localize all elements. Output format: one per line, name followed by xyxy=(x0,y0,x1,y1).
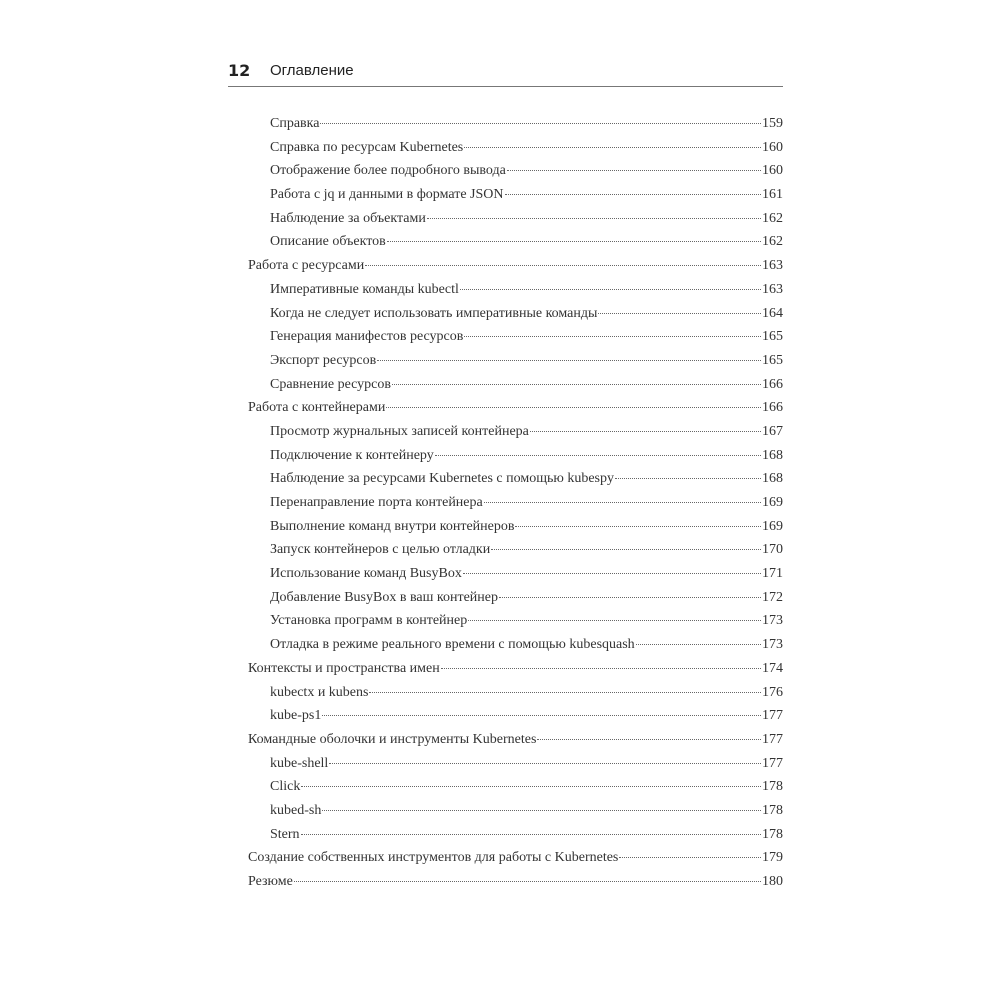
toc-entry-label: Императивные команды kubectl xyxy=(270,281,459,297)
toc-entry-label: Выполнение команд внутри контейнеров xyxy=(270,518,515,534)
page-number: 12 xyxy=(228,61,251,80)
toc-entry-label: Установка программ в контейнер xyxy=(270,613,468,629)
toc-entry xyxy=(248,211,783,235)
toc-entry-page: 166 xyxy=(762,400,783,416)
dot-leader xyxy=(386,407,761,408)
toc-entry-page: 178 xyxy=(762,802,783,818)
dot-leader xyxy=(365,265,761,266)
toc-entry-label: Справка по ресурсам Kubernetes xyxy=(270,139,464,155)
dot-leader xyxy=(301,834,761,835)
dot-leader xyxy=(491,549,761,550)
toc-entry xyxy=(248,448,783,472)
toc-entry-page: 178 xyxy=(762,826,783,842)
toc-entry-label: Подключение к контейнеру xyxy=(270,447,434,463)
toc-entry-page: 161 xyxy=(762,187,783,203)
dot-leader xyxy=(515,526,761,527)
dot-leader xyxy=(598,313,761,314)
toc-entry-page: 159 xyxy=(762,116,783,131)
toc-entry xyxy=(248,116,783,140)
toc-entry xyxy=(248,827,783,851)
dot-leader xyxy=(537,739,761,740)
toc-entry xyxy=(248,708,783,732)
toc-entry-page: 162 xyxy=(762,234,783,250)
toc-entry xyxy=(248,566,783,590)
toc-entry xyxy=(248,495,783,519)
toc-entry-label: Click xyxy=(270,779,301,795)
toc-entry-page: 178 xyxy=(762,779,783,795)
toc-entry-label: Перенаправление порта контейнера xyxy=(270,495,483,510)
toc-entry xyxy=(248,519,783,543)
dot-leader xyxy=(619,857,761,858)
dot-leader xyxy=(329,763,761,764)
dot-leader xyxy=(387,241,761,242)
toc-entry xyxy=(248,140,783,164)
toc-entry-page: 177 xyxy=(762,731,783,747)
toc-entry-label: Работа с jq и данными в формате JSON xyxy=(270,187,504,203)
dot-leader xyxy=(615,478,761,479)
dot-leader xyxy=(636,644,761,645)
toc-entry xyxy=(248,850,783,874)
dot-leader xyxy=(392,384,761,385)
toc-entry-page: 165 xyxy=(762,352,783,368)
toc-entry xyxy=(248,613,783,637)
dot-leader xyxy=(499,597,761,598)
dot-leader xyxy=(484,502,761,503)
dot-leader xyxy=(460,289,761,290)
dot-leader xyxy=(322,715,761,716)
toc-entry xyxy=(248,732,783,756)
toc-entry xyxy=(248,637,783,661)
toc-entry xyxy=(248,400,783,424)
toc-entry xyxy=(248,282,783,306)
dot-leader xyxy=(435,455,761,456)
toc-entry xyxy=(248,353,783,377)
toc-entry-label: Резюме xyxy=(248,874,293,889)
toc-entry-page: 171 xyxy=(762,566,783,582)
dot-leader xyxy=(377,360,761,361)
toc-entry-page: 170 xyxy=(762,542,783,558)
toc-entry xyxy=(248,542,783,566)
toc-entry-label: Наблюдение за ресурсами Kubernetes с помощью kubespy xyxy=(270,471,614,487)
toc-entry-page: 166 xyxy=(762,376,783,392)
toc-entry xyxy=(248,187,783,211)
dot-leader xyxy=(320,123,761,124)
toc-entry-page: 168 xyxy=(762,447,783,463)
toc-entry-page: 167 xyxy=(762,423,783,439)
toc-entry-label: Экспорт ресурсов xyxy=(270,352,377,368)
toc-entry xyxy=(248,779,783,803)
toc-entry xyxy=(248,329,783,353)
dot-leader xyxy=(301,786,761,787)
toc-entry xyxy=(248,258,783,282)
toc-entry xyxy=(248,756,783,780)
toc-entry-label: Контексты и пространства имен xyxy=(248,660,440,676)
toc-entry-page: 163 xyxy=(762,281,783,297)
toc-entry-label: Сравнение ресурсов xyxy=(270,376,391,392)
dot-leader xyxy=(441,668,761,669)
toc-entry-page: 164 xyxy=(762,305,783,321)
dot-leader xyxy=(530,431,761,432)
toc-entry-page: 168 xyxy=(762,471,783,487)
toc-entry-page: 177 xyxy=(762,755,783,771)
dot-leader xyxy=(464,336,761,337)
toc-entry xyxy=(248,234,783,258)
running-header xyxy=(228,58,783,87)
dot-leader xyxy=(294,881,761,882)
toc-entry-page: 173 xyxy=(762,637,783,653)
toc-entry-page: 160 xyxy=(762,139,783,155)
toc-entry xyxy=(248,803,783,827)
toc-entry-page: 160 xyxy=(762,163,783,179)
toc-entry xyxy=(248,163,783,187)
toc-entry xyxy=(248,874,783,898)
toc-entry-page: 172 xyxy=(762,589,783,605)
toc-entry-label: kube-ps1 xyxy=(270,708,322,724)
dot-leader xyxy=(507,170,761,171)
toc-entry-label: Описание объектов xyxy=(270,234,386,250)
toc-entry-label: Отображение более подробного вывода xyxy=(270,163,506,179)
running-title: Оглавление xyxy=(270,62,354,79)
toc-entry-page: 162 xyxy=(762,210,783,226)
dot-leader xyxy=(464,147,761,148)
toc-entry-page: 173 xyxy=(762,613,783,629)
toc-entry-label: Использование команд BusyBox xyxy=(270,566,462,582)
toc-entry xyxy=(248,377,783,401)
toc-entry-label: Командные оболочки и инструменты Kubernetes xyxy=(248,731,537,747)
toc-entry-label: Работа с контейнерами xyxy=(248,400,386,416)
toc-entry-label: Когда не следует использовать императивные команды xyxy=(270,305,598,321)
toc-entry xyxy=(248,471,783,495)
toc-entry xyxy=(248,306,783,330)
toc-entry xyxy=(248,590,783,614)
toc-entry-label: Добавление BusyBox в ваш контейнер xyxy=(270,589,498,605)
toc-entry-label: Работа с ресурсами xyxy=(248,258,365,274)
toc-entry-page: 165 xyxy=(762,329,783,345)
toc-entry-page: 163 xyxy=(762,258,783,274)
toc-entry-page: 176 xyxy=(762,684,783,700)
toc-entry-label: Отладка в режиме реального времени с помощью kubesquash xyxy=(270,637,635,653)
dot-leader xyxy=(427,218,761,219)
toc-entry-label: Наблюдение за объектами xyxy=(270,210,426,226)
toc-entry xyxy=(248,685,783,709)
toc-entry-page: 169 xyxy=(762,495,783,510)
toc-entry-page: 177 xyxy=(762,708,783,724)
dot-leader xyxy=(369,692,761,693)
toc-entry xyxy=(248,424,783,448)
toc-entry-page: 169 xyxy=(762,518,783,534)
toc-entry-label: kube-shell xyxy=(270,755,329,771)
dot-leader xyxy=(322,810,761,811)
toc-entry-label: Справка xyxy=(270,116,320,131)
dot-leader xyxy=(468,620,761,621)
toc-entry xyxy=(248,661,783,685)
toc-entry-label: Stern xyxy=(270,826,300,842)
toc-entry-page: 180 xyxy=(762,874,783,889)
toc-entry-label: Просмотр журнальных записей контейнера xyxy=(270,423,529,439)
dot-leader xyxy=(463,573,761,574)
toc-entry-label: Создание собственных инструментов для работы с Kubernetes xyxy=(248,850,619,866)
toc-entry-page: 179 xyxy=(762,850,783,866)
toc-entry-label: kubectx и kubens xyxy=(270,684,369,700)
table-of-contents xyxy=(248,116,783,898)
toc-entry-label: kubed-sh xyxy=(270,802,322,818)
toc-entry-label: Генерация манифестов ресурсов xyxy=(270,329,464,345)
toc-entry-label: Запуск контейнеров с целью отладки xyxy=(270,542,491,558)
toc-entry-page: 174 xyxy=(762,660,783,676)
dot-leader xyxy=(505,194,762,195)
